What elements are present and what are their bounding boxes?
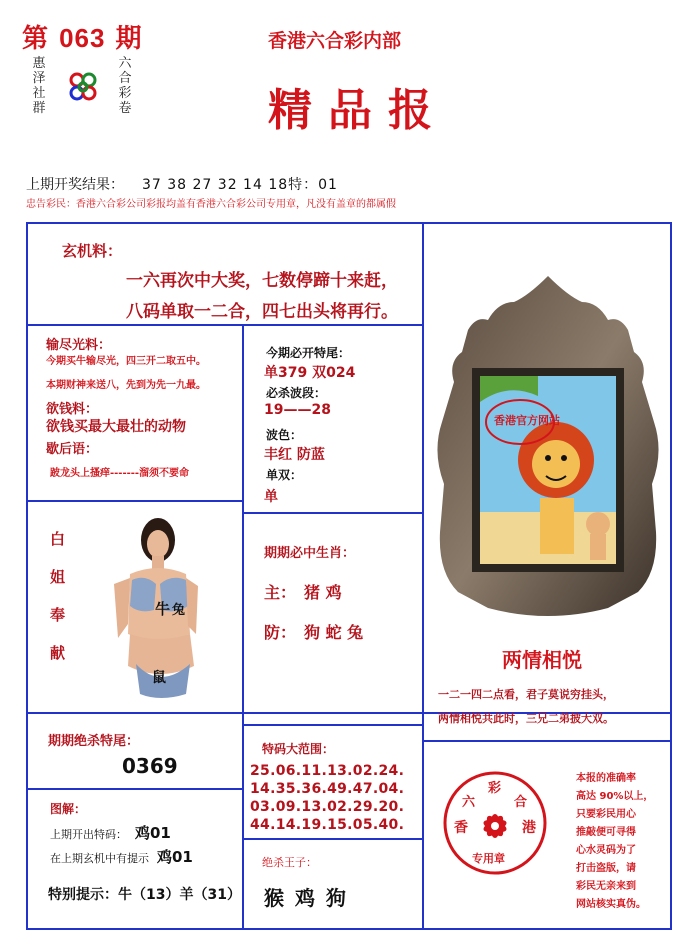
paper-name: 香港六合彩内部 <box>268 30 402 52</box>
range-row: 25.06.11.13.02.24. <box>250 763 405 779</box>
king-title: 绝杀王子： <box>262 856 317 869</box>
xuanji-title: 玄机料： <box>62 242 123 260</box>
color-values: 丰红 防蓝 <box>264 447 325 463</box>
last-result: 上期开奖结果： 37 38 27 32 14 18特：01 <box>26 177 338 193</box>
issue-number: 第 063 期 <box>22 23 143 53</box>
girl-tag-mid: 兔 <box>172 603 186 618</box>
lose-text-1: 今期买牛输尽光，四三开二取五中。 <box>46 356 206 367</box>
oddeven-value: 单 <box>264 489 278 505</box>
picture-line-1: 一二一四二点看，君子莫说穷挂头， <box>438 688 614 701</box>
vertical-text-left: 惠 泽 社 群 <box>32 56 46 116</box>
svg-text:六: 六 <box>462 795 476 810</box>
saying-text: 跛龙头上搔痒-------溜须不要命 <box>50 468 190 479</box>
svg-text:港: 港 <box>522 820 536 836</box>
wave-values: 19——28 <box>264 402 331 418</box>
lottery-logo-icon <box>66 70 100 104</box>
company-seal <box>440 768 550 878</box>
tail-title: 今期必开特尾： <box>266 346 351 360</box>
svg-text:香: 香 <box>454 820 468 836</box>
range-values <box>250 762 404 834</box>
lose-text-2: 本期财神来送八，先到为先一九最。 <box>46 380 206 391</box>
oddeven-title: 单双： <box>266 468 303 482</box>
lose-title: 输尽光料： <box>46 338 112 353</box>
kill-title: 期期绝杀特尾： <box>48 734 140 749</box>
notice-text: 忠告彩民：香港六合彩公司彩报均盖有香港六合彩公司专用章，凡没有盖章的都属假 <box>26 199 396 210</box>
girl-tag-bottom: 鼠 <box>152 670 166 686</box>
color-title: 波色： <box>266 428 303 442</box>
king-value: 猴 鸡 狗 <box>264 886 348 910</box>
xuanji-line-2: 八码单取一二合，四七出头将再行。 <box>126 302 398 322</box>
svg-text:专用章: 专用章 <box>472 852 505 865</box>
svg-text:彩: 彩 <box>488 781 502 796</box>
paper-title: 精品报 <box>268 85 448 136</box>
money-text: 欲钱买最大最壮的动物 <box>46 419 186 435</box>
picture-line-2: 两情相悦共此时，三兄二弟披大双。 <box>438 712 614 725</box>
svg-text:合: 合 <box>514 795 528 810</box>
accuracy-note: 本报的准确率 高达 90%以上， 只要彩民用心 推敲便可寻得 心水灵码为了 打击盗版，请 彩民无亲来到 网站核实真伪。 <box>576 773 654 910</box>
money-title: 欲钱料： <box>46 402 99 417</box>
special-hint: 特别提示：牛（13）羊（31） <box>48 887 241 903</box>
range-title: 特码大范围： <box>262 742 335 756</box>
range-row: 44.14.19.15.05.40. <box>250 817 405 833</box>
wave-title: 必杀波段： <box>266 386 327 400</box>
zodiac-guard: 防： 狗 蛇 兔 <box>264 623 364 642</box>
hint-row-1: 上期开出特码： 鸡01 <box>50 824 171 842</box>
hint-title: 图解： <box>50 802 87 816</box>
tail-values: 单379 双024 <box>264 365 356 381</box>
zodiac-title: 期期必中生肖： <box>264 546 356 561</box>
zodiac-main: 主： 猪 鸡 <box>264 583 342 602</box>
range-row: 14.35.36.49.47.04. <box>250 781 405 797</box>
picture-caption: 两情相悦 <box>502 648 582 672</box>
vertical-text-right: 六 合 彩 卷 <box>118 56 132 116</box>
framed-cartoon-picture <box>428 272 668 624</box>
xuanji-line-1: 一六再次中大奖，七数停蹄十来赶， <box>126 271 398 291</box>
girl-tag-top: 牛 <box>155 600 171 618</box>
kill-value: 0369 <box>122 754 178 778</box>
picture-stamp-text: 香港官方网站 <box>494 414 560 427</box>
girl-vertical-text: 白 姐 奉 献 <box>50 530 66 662</box>
saying-title: 歇后语： <box>46 442 99 457</box>
hint-row-2: 在上期玄机中有提示 鸡01 <box>50 848 193 866</box>
range-row: 03.09.13.02.29.20. <box>250 799 405 815</box>
model-photo <box>100 514 210 704</box>
